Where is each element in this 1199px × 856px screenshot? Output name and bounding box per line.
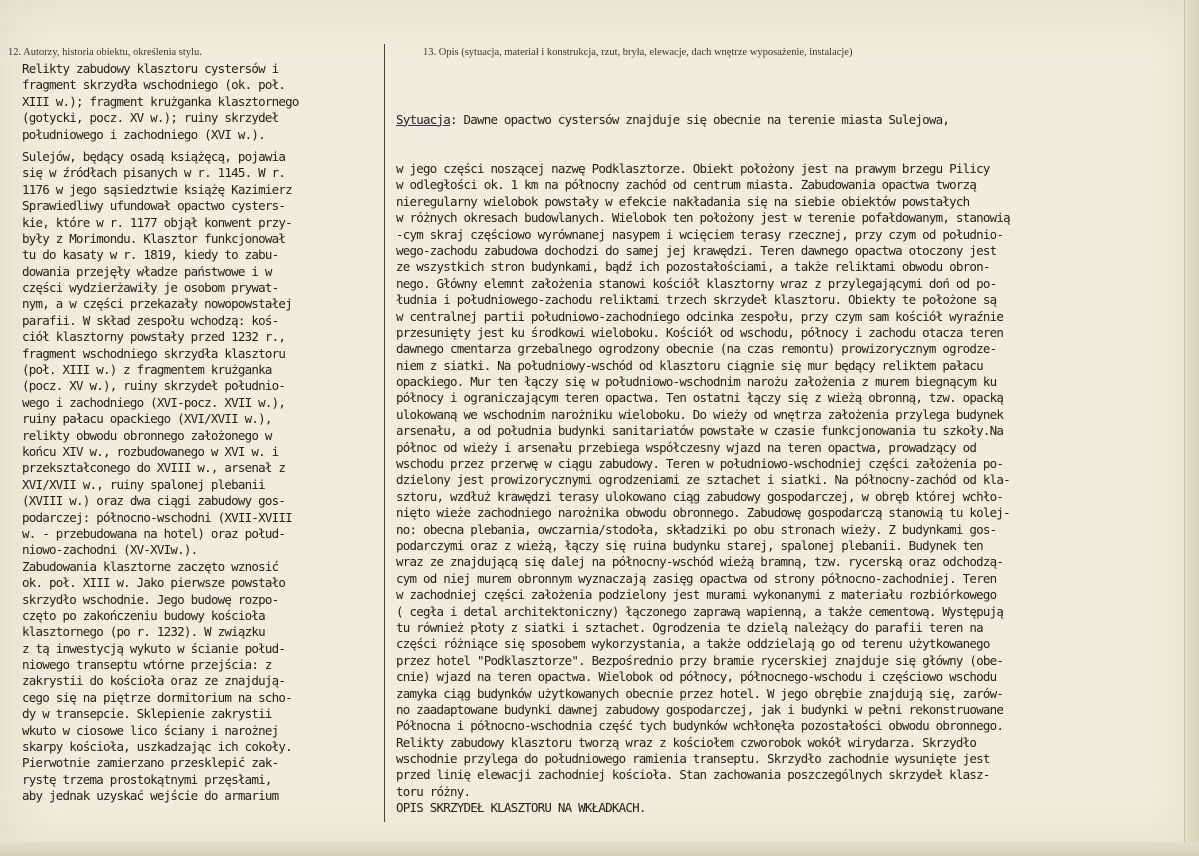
history-text-line: fragment skrzydła wschodniego (ok. poł. (22, 77, 286, 93)
history-text-line: ruiny pałacu opackiego (XVI/XVII w.), (22, 411, 272, 427)
history-text-line: Zabudowania klasztorne zaczęto wznosić (22, 558, 279, 574)
description-text-line: ze wszystkich stron budynkami, bądź ich pozostałościami, a także reliktami obwodu obron- (396, 259, 990, 275)
history-text-line: końcu XIV w., rozbudowanego w XVI w. i (22, 443, 279, 459)
history-text-line: Sulejów, będący osadą książęcą, pojawia (22, 148, 286, 164)
description-text-line: opackiego. Mur ten łączy się w południowo-wschodnim narożu założenia z murem biegnącym ku (396, 374, 997, 390)
history-text-line: przekształconego do XVIII w., arsenał z (22, 460, 286, 476)
description-text-line: przed linię elewacji zachodniej kościoła. Stan zachowania poszczególnych skrzydeł klasz- (396, 767, 990, 783)
description-text-line: Północna i północno-wschodnia część tych budynków wchłonęła pozostałości obwodu obronnego. (396, 718, 1004, 734)
history-text-line: z tą inwestycją wykuto w ścianie połud- (22, 640, 286, 656)
history-text-line: Pierwotnie zamierzano przesklepić zak- (22, 755, 279, 771)
history-text-line: wkuto w ciosowe lico ściany i narożnej (22, 722, 279, 738)
description-text-line: wschodnie przylega do południowego ramienia transeptu. Skrzydło zachodnie wysunięte jest (396, 751, 990, 767)
description-text-line: północy i ograniczającym teren opactwa. Ten ostatni łączy się z wieżą obronną, tzw. opacką (396, 390, 1004, 406)
history-column (22, 61, 382, 805)
description-text-line: arsenału, a od południa budynki sanitariatów powstałe w czasie funkcjonowania tu szkoły.Na (396, 423, 1004, 439)
history-text-line: 1176 w jego sąsiedztwie książę Kazimierz (22, 181, 292, 197)
description-text-line: w odległości ok. 1 km na północny zachód od centrum miasta. Zabudowania opactwa tworzą (396, 177, 977, 193)
description-text-line: w zachodniej części założenia podzielony jest murami wykonanymi z materiału rozbiórkowego (396, 587, 997, 603)
history-text-line: części wydzierżawiły je osobom prywat- (22, 280, 279, 296)
description-text-line: niem z siatki. Na południowy-wschód od klasztoru ciągnie się mur będący reliktem pałacu (396, 357, 983, 373)
description-text-line: cnie) wjazd na teren opactwa. Wielobok od północy, północnego-wschodu i częściowo wschodu (396, 669, 997, 685)
history-text-line: niowo-zachodni (XV-XVIw.). (22, 542, 198, 558)
history-text-line: w. - przebudowana na hotel) oraz połud- (22, 525, 286, 541)
history-text-line: (pocz. XV w.), ruiny skrzydeł południo- (22, 378, 286, 394)
description-text-line: toru różny. (396, 783, 471, 799)
history-text-line: dy w transepcie. Sklepienie zakrystii (22, 706, 272, 722)
description-text-line: dzielony jest prowizorycznymi ogrodzeniami ze sztachet i siatki. Na północny-zachód od kla- (396, 472, 1010, 488)
history-text-line: Sprawiedliwy ufundował opactwo cysters- (22, 198, 286, 214)
history-text-line: cego się na piętrze dormitorium na scho- (22, 689, 292, 705)
history-text-line: częto po zakończeniu budowy kościoła (22, 607, 265, 623)
description-text-line: ( cegła i detal architektoniczny) łączonego zaprawą wapienną, a także cementową. Występują (396, 603, 1004, 619)
history-text-line: (gotycki, pocz. XV w.); ruiny skrzydeł (22, 110, 279, 126)
description-text-line: w centralnej partii południowo-zachodniego odcinka zespołu, przy czym sam kościół wyraźnie (396, 308, 1004, 324)
section-12-header: 12. Autorzy, historia obiektu, określenia stylu. (8, 47, 202, 58)
description-text-line: tu również płoty z siatki i sztachet. Ogrodzenia te dzielą należący do parafii teren na (396, 619, 983, 635)
description-text-line: no: obecna plebania, owczarnia/stodoła, składziki po obu stronach wieży. Z budynkami gos- (396, 521, 997, 537)
description-text-line: nieregularny wielobok powstały w efekcie nakładania się na siebie obiektów powstałych (396, 193, 970, 209)
history-text-line: były z Morimondu. Klasztor funkcjonował (22, 230, 286, 246)
history-text-line: kie, które w r. 1177 objął konwent przy- (22, 214, 292, 230)
description-column (396, 79, 1176, 817)
description-text-line: nego. Główny elemnt założenia stanowi kościół klasztorny wraz z przylegającymi doń od po- (396, 275, 997, 291)
description-text-line: Relikty zabudowy klasztoru tworzą wraz z kościołem czworobok wokół wirydarza. Skrzydło (396, 734, 977, 750)
history-text-line: XVI/XVII w., ruiny spalonej plebanii (22, 476, 265, 492)
history-text-line: relikty obwodu obronnego założonego w (22, 427, 272, 443)
history-text-line: klasztornego (po r. 1232). W związku (22, 624, 265, 640)
description-text-line: przez hotel "Podklasztorze". Bezpośrednio przy bramie rycerskiej znajduje się główny (obe- (396, 652, 1004, 668)
history-text-line: niowego transeptu wtórne przejścia: z (22, 657, 272, 673)
description-text-line: ulokowaną we wschodnim narożniku wieloboku. Do wieży od wnętrza założenia przylega budynek (396, 406, 1004, 422)
description-text-line: wego-zachodu zabudowa dochodzi do samej jej krawędzi. Teren dawnego opactwa otoczony jest (396, 242, 997, 258)
history-text-line: skrzydło wschodnie. Jego budowę rozpo- (22, 591, 279, 607)
description-text-line: łudnia i południowego-zachodu reliktami trzech skrzydeł klasztoru. Obiekty te położone są (396, 292, 997, 308)
history-text-line: rystę trzema prostokątnymi przęsłami, (22, 771, 272, 787)
description-first-line (396, 112, 1176, 128)
description-text-line: północ od wieży i arsenału przebiega współczesny wjazd na teren opactwa, prowadzący od (396, 439, 977, 455)
description-text-line: wschodu przez przerwę w ciągu zabudowy. Teren w południowo-wschodniej części założenia po- (396, 456, 1004, 472)
history-text-line: XIII w.); fragment krużganka klasztornego (22, 93, 299, 109)
description-text-line: wraz ze znajdującą się dalej na północny-wschód wieżą bramną, tzw. rycerską oraz odchodzą- (396, 554, 1004, 570)
section-13-header: 13. Opis (sytuacja, materiał i konstrukcja, rzut, bryła, elewacje, dach wnętrze wyposażenie, instalacje) (423, 47, 853, 58)
history-text-line: parafii. W skład zespołu wchodzą: koś- (22, 312, 279, 328)
history-text-line: wego i zachodniego (XVI-pocz. XVII w.), (22, 394, 286, 410)
description-text-line: OPIS SKRZYDEŁ KLASZTORU NA WKŁADKACH. (396, 800, 646, 816)
history-text-line: tu do kasaty w r. 1819, kiedy to zabu- (22, 247, 279, 263)
history-text-line: dowania przejęły władze państwowe i w (22, 263, 272, 279)
history-text-line: ciół klasztorny powstały przed 1232 r., (22, 329, 286, 345)
history-text-line: aby jednak uzyskać wejście do armarium (22, 788, 279, 804)
paper-edge-bottom (0, 842, 1199, 856)
description-text-line: w różnych okresach budowlanych. Wielobok ten położony jest w terenie pofałdowanym, stanowią (396, 210, 1010, 226)
history-text-line: się w źródłach pisanych w r. 1145. W r. (22, 165, 286, 181)
history-text-line: (poł. XIII w.) z fragmentem krużganka (22, 362, 272, 378)
history-text-line: ok. poł. XIII w. Jako pierwsze powstało (22, 575, 286, 591)
description-text-line: podarczymi oraz z wieżą, łączy się ruina budynku starej, spalonej plebanii. Budynek ten (396, 538, 983, 553)
history-text-line: skarpy kościoła, uszkadzając ich cokoły. (22, 739, 292, 755)
history-text-line: (XVIII w.) oraz dwa ciągi zabudowy gos- (22, 493, 286, 509)
description-text-line: nięto wieże zachodniego narożnika obwodu obronnego. Zabudowę gospodarczą stanowią tu kolej- (396, 505, 1010, 521)
situation-label: Sytuacja (396, 111, 450, 127)
description-text-line: -cym skraj częściowo wyrównanej nasypem i wcięciem terasy rzecznej, przy czym od południo- (396, 226, 1004, 242)
history-text-line: nym, a w części przekazały nowopowstałej (22, 296, 292, 312)
history-text-line: podarczej: północno-wschodni (XVII-XVIII (22, 509, 292, 525)
description-text-line: sztoru, wzdłuż krawędzi terasy ulokowano ciąg zabudowy gospodarczej, w obręb której wchło- (396, 488, 1004, 504)
history-text-line: południowego i zachodniego (XVI w.). (22, 126, 265, 142)
history-text-line: fragment wschodniego skrzydła klasztoru (22, 345, 286, 361)
history-text-line: Relikty zabudowy klasztoru cystersów i (22, 61, 279, 76)
description-text-line: zamyka ciąg budynków użytkowanych obecnie przez hotel. W jego obrębie znajdują się, zarów- (396, 685, 1004, 701)
description-text-line: no zaadaptowane budynki dawnej zabudowy gospodarczej, jak i budynki w pełni rekonstruowane (396, 701, 1004, 717)
description-text-line: cym od niej murem obronnym wyznaczają zasięg opactwa od strony północno-zachodniej. Teren (396, 570, 997, 586)
description-text-line: w jego części noszącej nazwę Podklasztorze. Obiekt położony jest na prawym brzegu Pilicy (396, 161, 990, 177)
column-divider (384, 44, 385, 822)
description-text-line: dawnego cmentarza grzebalnego ogrodzony obecnie (na czas remontu) prowizorycznym ogrodze- (396, 341, 997, 357)
description-text-line: części różniące się sposobem wykorzystania, a także oddzielają go od terenu użytkowanego (396, 636, 990, 652)
paper-edge-right (1184, 0, 1199, 856)
description-first-line-text: : Dawne opactwo cystersów znajduje się obecnie na terenie miasta Sulejowa, (449, 111, 950, 127)
description-text-line: przesunięty jest ku środkowi wieloboku. Kościół od wschodu, północy i zachodu otacza teren (396, 324, 1004, 340)
history-text-line: zakrystii do kościoła oraz ze znajdują- (22, 673, 286, 689)
